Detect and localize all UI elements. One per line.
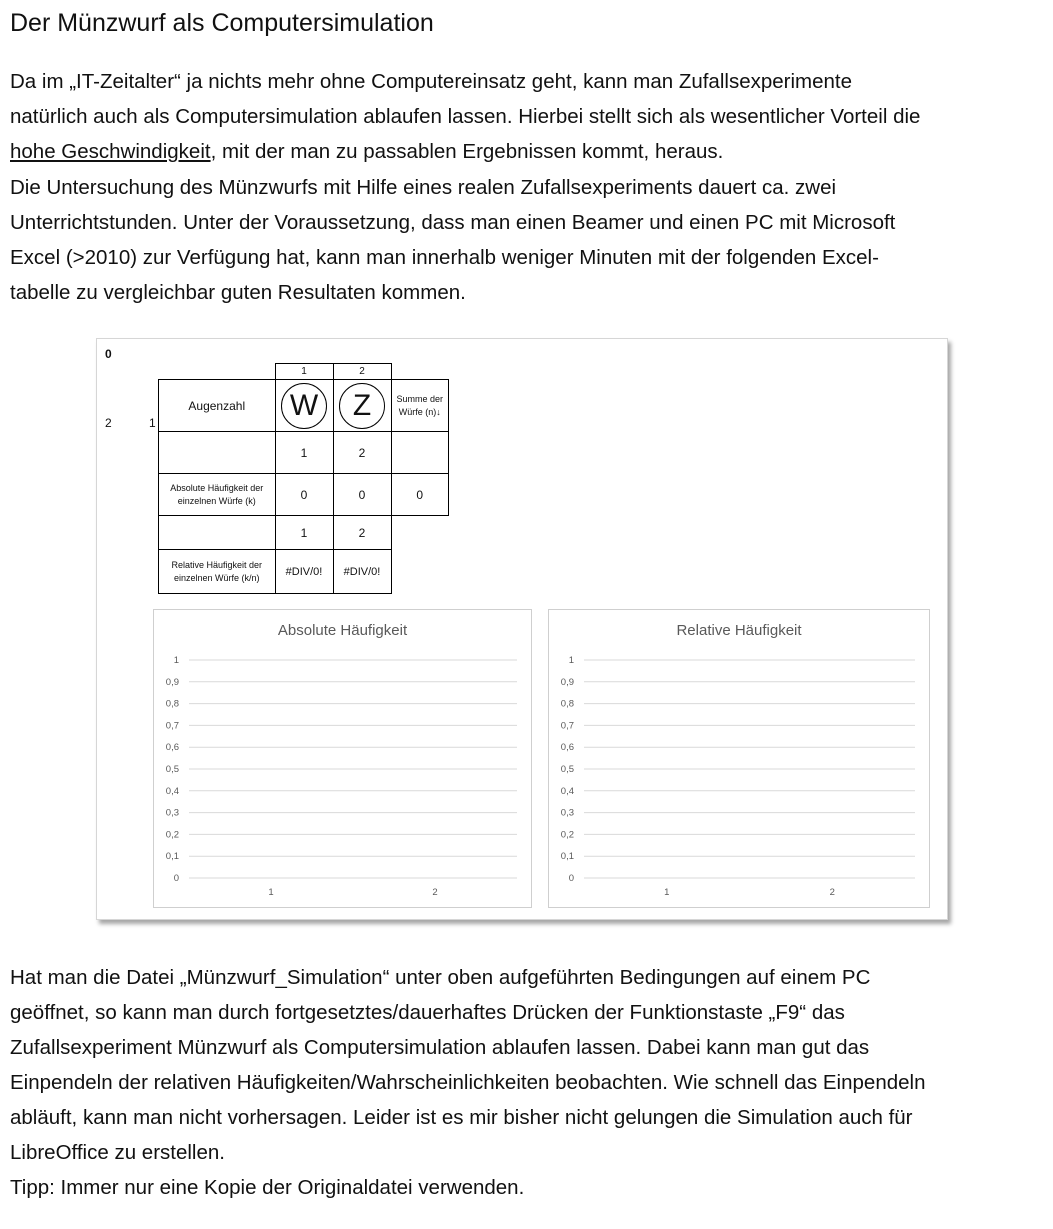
y-tick-label: 0,5 (165, 764, 179, 775)
y-tick-label: 0,9 (560, 676, 574, 688)
y-tick-label: 0 (173, 873, 179, 884)
method-paragraph (10, 170, 895, 310)
y-tick-label: 0,1 (560, 851, 574, 863)
index-cell: 2 (333, 516, 391, 550)
tip-text: Tipp: Immer nur eine Kopie der Originaldatei verwenden. (10, 1176, 525, 1199)
index-cell: 2 (333, 432, 391, 474)
index-cell: 1 (275, 432, 333, 474)
y-tick-label: 0,4 (165, 785, 179, 797)
column-index: 1 (275, 364, 333, 380)
text-line: Einpendeln der relativen Häufigkeiten/Wahrscheinlichkeiten beobachten. Wie schnell das Einpendeln (10, 1071, 926, 1094)
y-tick-label: 0,2 (165, 829, 179, 841)
intro-paragraph (10, 64, 920, 169)
coin-z: Z (339, 383, 385, 429)
index-cell: 1 (275, 516, 333, 550)
coin-table (158, 363, 449, 594)
abs-value: 0 (275, 474, 333, 516)
abs-sum: 0 (391, 474, 449, 516)
x-tick-label: 1 (664, 887, 670, 898)
row-number: 2 (105, 416, 112, 430)
absolute-frequency-chart (153, 609, 532, 908)
column-index: 2 (333, 364, 391, 380)
y-tick-label: 0,8 (165, 698, 179, 710)
y-tick-label: 0,2 (560, 829, 574, 841)
y-tick-label: 0,4 (560, 785, 574, 797)
text-line: tabelle zu vergleichbar guten Resultaten kommen. (10, 281, 466, 304)
y-tick-label: 0,3 (560, 807, 574, 819)
page-title: Der Münzwurf als Computersimulation (10, 9, 434, 37)
text-line (10, 134, 920, 169)
text-line: Da im „IT-Zeitalter“ ja nichts mehr ohne Computereinsatz geht, kann man Zufallsexperimente (10, 70, 853, 93)
y-tick-label: 0,6 (560, 742, 574, 754)
chart-plot (549, 610, 929, 907)
abs-value: 0 (333, 474, 391, 516)
x-tick-label: 2 (432, 887, 438, 898)
x-tick-label: 2 (829, 887, 835, 898)
augenzahl-label: Augenzahl (159, 380, 276, 432)
y-tick-label: 1 (568, 655, 574, 666)
underlined-phrase: hohe Geschwindigkeit (10, 140, 211, 163)
y-tick-label: 0,7 (165, 720, 179, 732)
chart-title: Relative Häufigkeit (676, 622, 802, 639)
relative-frequency-chart (548, 609, 930, 908)
x-tick-label: 1 (268, 887, 274, 898)
chart-plot (154, 610, 531, 907)
y-tick-label: 0 (568, 873, 574, 884)
chart-title: Absolute Häufigkeit (277, 622, 408, 639)
text-line: Unterrichtstunden. Unter der Voraussetzung, dass man einen Beamer und einen PC mit Microsoft (10, 211, 896, 234)
y-tick-label: 0,7 (560, 720, 574, 732)
abs-label: Absolute Häufigkeit der einzelnen Würfe (k) (159, 474, 276, 516)
text-line: geöffnet, so kann man durch fortgesetztes/dauerhaftes Drücken der Funktionstaste „F9“ das (10, 1001, 845, 1024)
sum-header: Summe der Würfe (n)↓ (391, 380, 449, 432)
text-line: natürlich auch als Computersimulation ablaufen lassen. Hierbei stellt sich als wesentlicher Vorteil die (10, 105, 921, 128)
instructions-paragraph (10, 960, 925, 1170)
y-tick-label: 0,6 (165, 742, 179, 754)
text-line: Zufallsexperiment Münzwurf als Computersimulation ablaufen lassen. Dabei kann man gut das (10, 1036, 870, 1059)
rel-label: Relative Häufigkeit der einzelnen Würfe (k/n) (159, 550, 276, 594)
text-line: abläuft, kann man nicht vorhersagen. Leider ist es mir bisher nicht gelungen die Simulation auch für (10, 1106, 913, 1129)
text-line: Hat man die Datei „Münzwurf_Simulation“ unter oben aufgeführten Bedingungen auf einem PC (10, 966, 871, 989)
y-tick-label: 0,1 (165, 851, 179, 863)
text-line: Die Untersuchung des Münzwurfs mit Hilfe eines realen Zufallsexperiments dauert ca. zwei (10, 176, 837, 199)
text-line: LibreOffice zu erstellen. (10, 1141, 225, 1164)
rel-value: #DIV/0! (333, 550, 391, 594)
y-tick-label: 0,9 (165, 676, 179, 688)
corner-label: 0 (105, 347, 112, 361)
text-line: Excel (>2010) zur Verfügung hat, kann man innerhalb weniger Minuten mit der folgenden Excel- (10, 246, 879, 269)
rel-value: #DIV/0! (275, 550, 333, 594)
y-tick-label: 1 (173, 655, 179, 666)
text-fragment: , mit der man zu passablen Ergebnissen kommt, heraus. (210, 140, 724, 163)
spreadsheet-screenshot (96, 338, 948, 920)
y-tick-label: 0,5 (560, 764, 574, 775)
y-tick-label: 0,3 (165, 807, 179, 819)
coin-w: W (281, 383, 327, 429)
y-tick-label: 0,8 (560, 698, 574, 710)
row-number: 1 (149, 416, 156, 430)
